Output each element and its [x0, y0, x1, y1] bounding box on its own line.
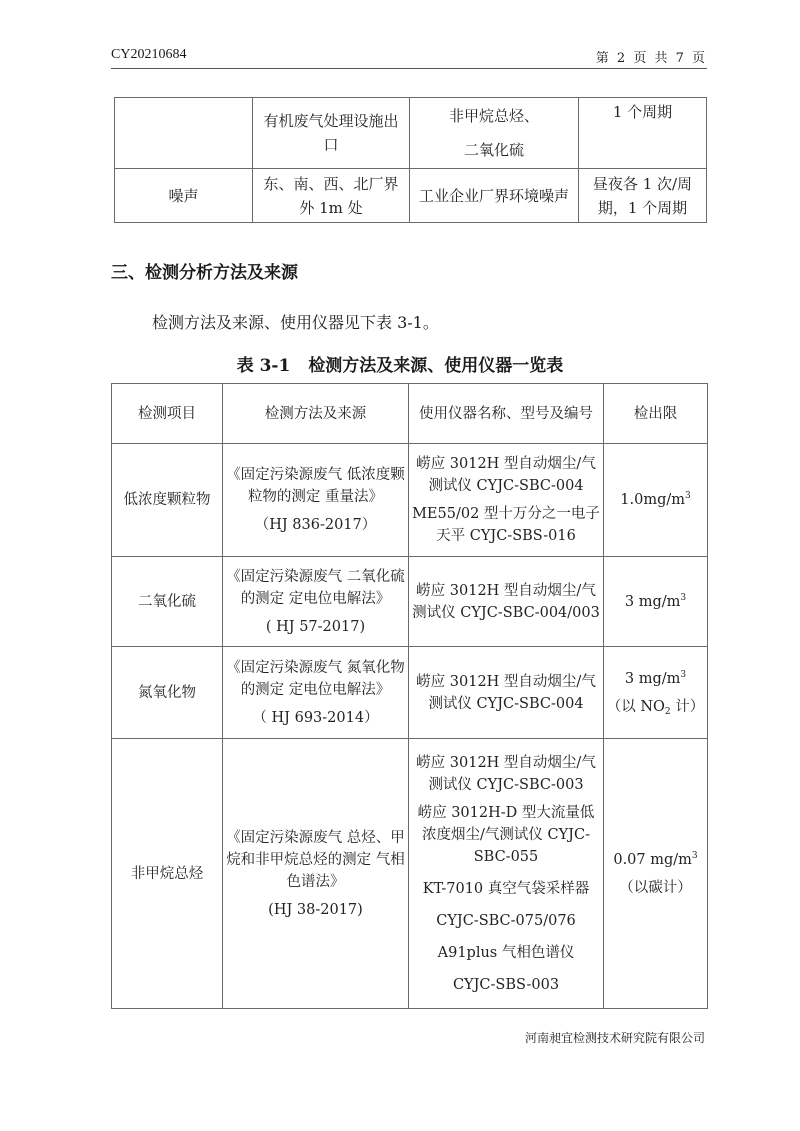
- category-cell: [115, 98, 253, 169]
- instrument-cell: 崂应 3012H 型自动烟尘/气测试仪 CYJC-SBC-004/003: [409, 557, 604, 647]
- item-cell: 低浓度颗粒物: [112, 444, 223, 557]
- item-cell: 二氧化硫: [112, 557, 223, 647]
- location-cell: 东、南、西、北厂界外 1m 处: [253, 169, 410, 223]
- items-cell: 工业企业厂界环境噪声: [410, 169, 579, 223]
- location-cell: 有机废气处理设施出口: [253, 98, 410, 169]
- frequency-cell: 1 个周期: [579, 98, 707, 169]
- method-cell: 《固定污染源废气 氮氧化物的测定 定电位电解法》 （ HJ 693-2014）: [223, 647, 409, 739]
- header-method: 检测方法及来源: [223, 384, 409, 444]
- header-instrument: 使用仪器名称、型号及编号: [409, 384, 604, 444]
- method-cell: 《固定污染源废气 总烃、甲烷和非甲烷总烃的测定 气相色谱法》 (HJ 38-2017): [223, 739, 409, 1009]
- item-cell: 氮氧化物: [112, 647, 223, 739]
- table-row: [115, 98, 707, 169]
- instrument-cell: 崂应 3012H 型自动烟尘/气测试仪 CYJC-SBC-004: [409, 647, 604, 739]
- limit-cell: $1.0mg/m^3$: [604, 444, 708, 557]
- header-limit: 检出限: [604, 384, 708, 444]
- category-cell: 噪声: [115, 169, 253, 223]
- table-caption: [0, 351, 800, 376]
- frequency-cell: 昼夜各 1 次/周期，1 个周期: [579, 169, 707, 223]
- sampling-table-continued: [114, 97, 707, 223]
- items-cell: 非甲烷总烃、 二氧化硫: [410, 98, 579, 169]
- section-intro: 检测方法及来源、使用仪器见下表 3-1。: [152, 313, 439, 332]
- method-table: [111, 383, 708, 1009]
- instrument-cell: 崂应 3012H 型自动烟尘/气测试仪 CYJC-SBC-004 ME55/02 型十万分之一电子天平 CYJC-SBS-016: [409, 444, 604, 557]
- limit-cell: 3 $mg/m^3$: [604, 557, 708, 647]
- page-number: 第 2 页 共 7 页: [595, 51, 707, 66]
- table-header-row: [112, 384, 708, 444]
- limit-cell: 0.07 $mg/m^3$ （以碳计）: [604, 739, 708, 1009]
- table-title: 检测方法及来源、使用仪器一览表: [308, 356, 564, 376]
- table-row: [112, 444, 708, 557]
- company-footer: 河南昶宜检测技术研究院有限公司: [524, 1031, 705, 1045]
- limit-cell: 3 $mg/m^3$ （以 $NO_2$ 计）: [604, 647, 708, 739]
- table-number: 表 3-1: [236, 356, 291, 376]
- item-cell: 非甲烷总烃: [112, 739, 223, 1009]
- method-cell: 《固定污染源废气 二氧化硫的测定 定电位电解法》 ( HJ 57-2017): [223, 557, 409, 647]
- document-id: CY20210684: [111, 47, 187, 62]
- header-item: 检测项目: [112, 384, 223, 444]
- page-header: [111, 44, 707, 69]
- instrument-cell: 崂应 3012H 型自动烟尘/气测试仪 CYJC-SBC-003 崂应 3012H-D 型大流量低浓度烟尘/气测试仪 CYJC-SBC-055 KT-7010 真空气袋采样器 CYJC-SBC-075/076 A91plus 气相色谱仪 CYJC-SBS-003: [409, 739, 604, 1009]
- table-row: [112, 739, 708, 1009]
- section-heading: 三、检测分析方法及来源: [111, 263, 298, 283]
- method-cell: 《固定污染源废气 低浓度颗粒物的测定 重量法》 （HJ 836-2017）: [223, 444, 409, 557]
- table-row: [112, 647, 708, 739]
- table-row: [115, 169, 707, 223]
- table-row: [112, 557, 708, 647]
